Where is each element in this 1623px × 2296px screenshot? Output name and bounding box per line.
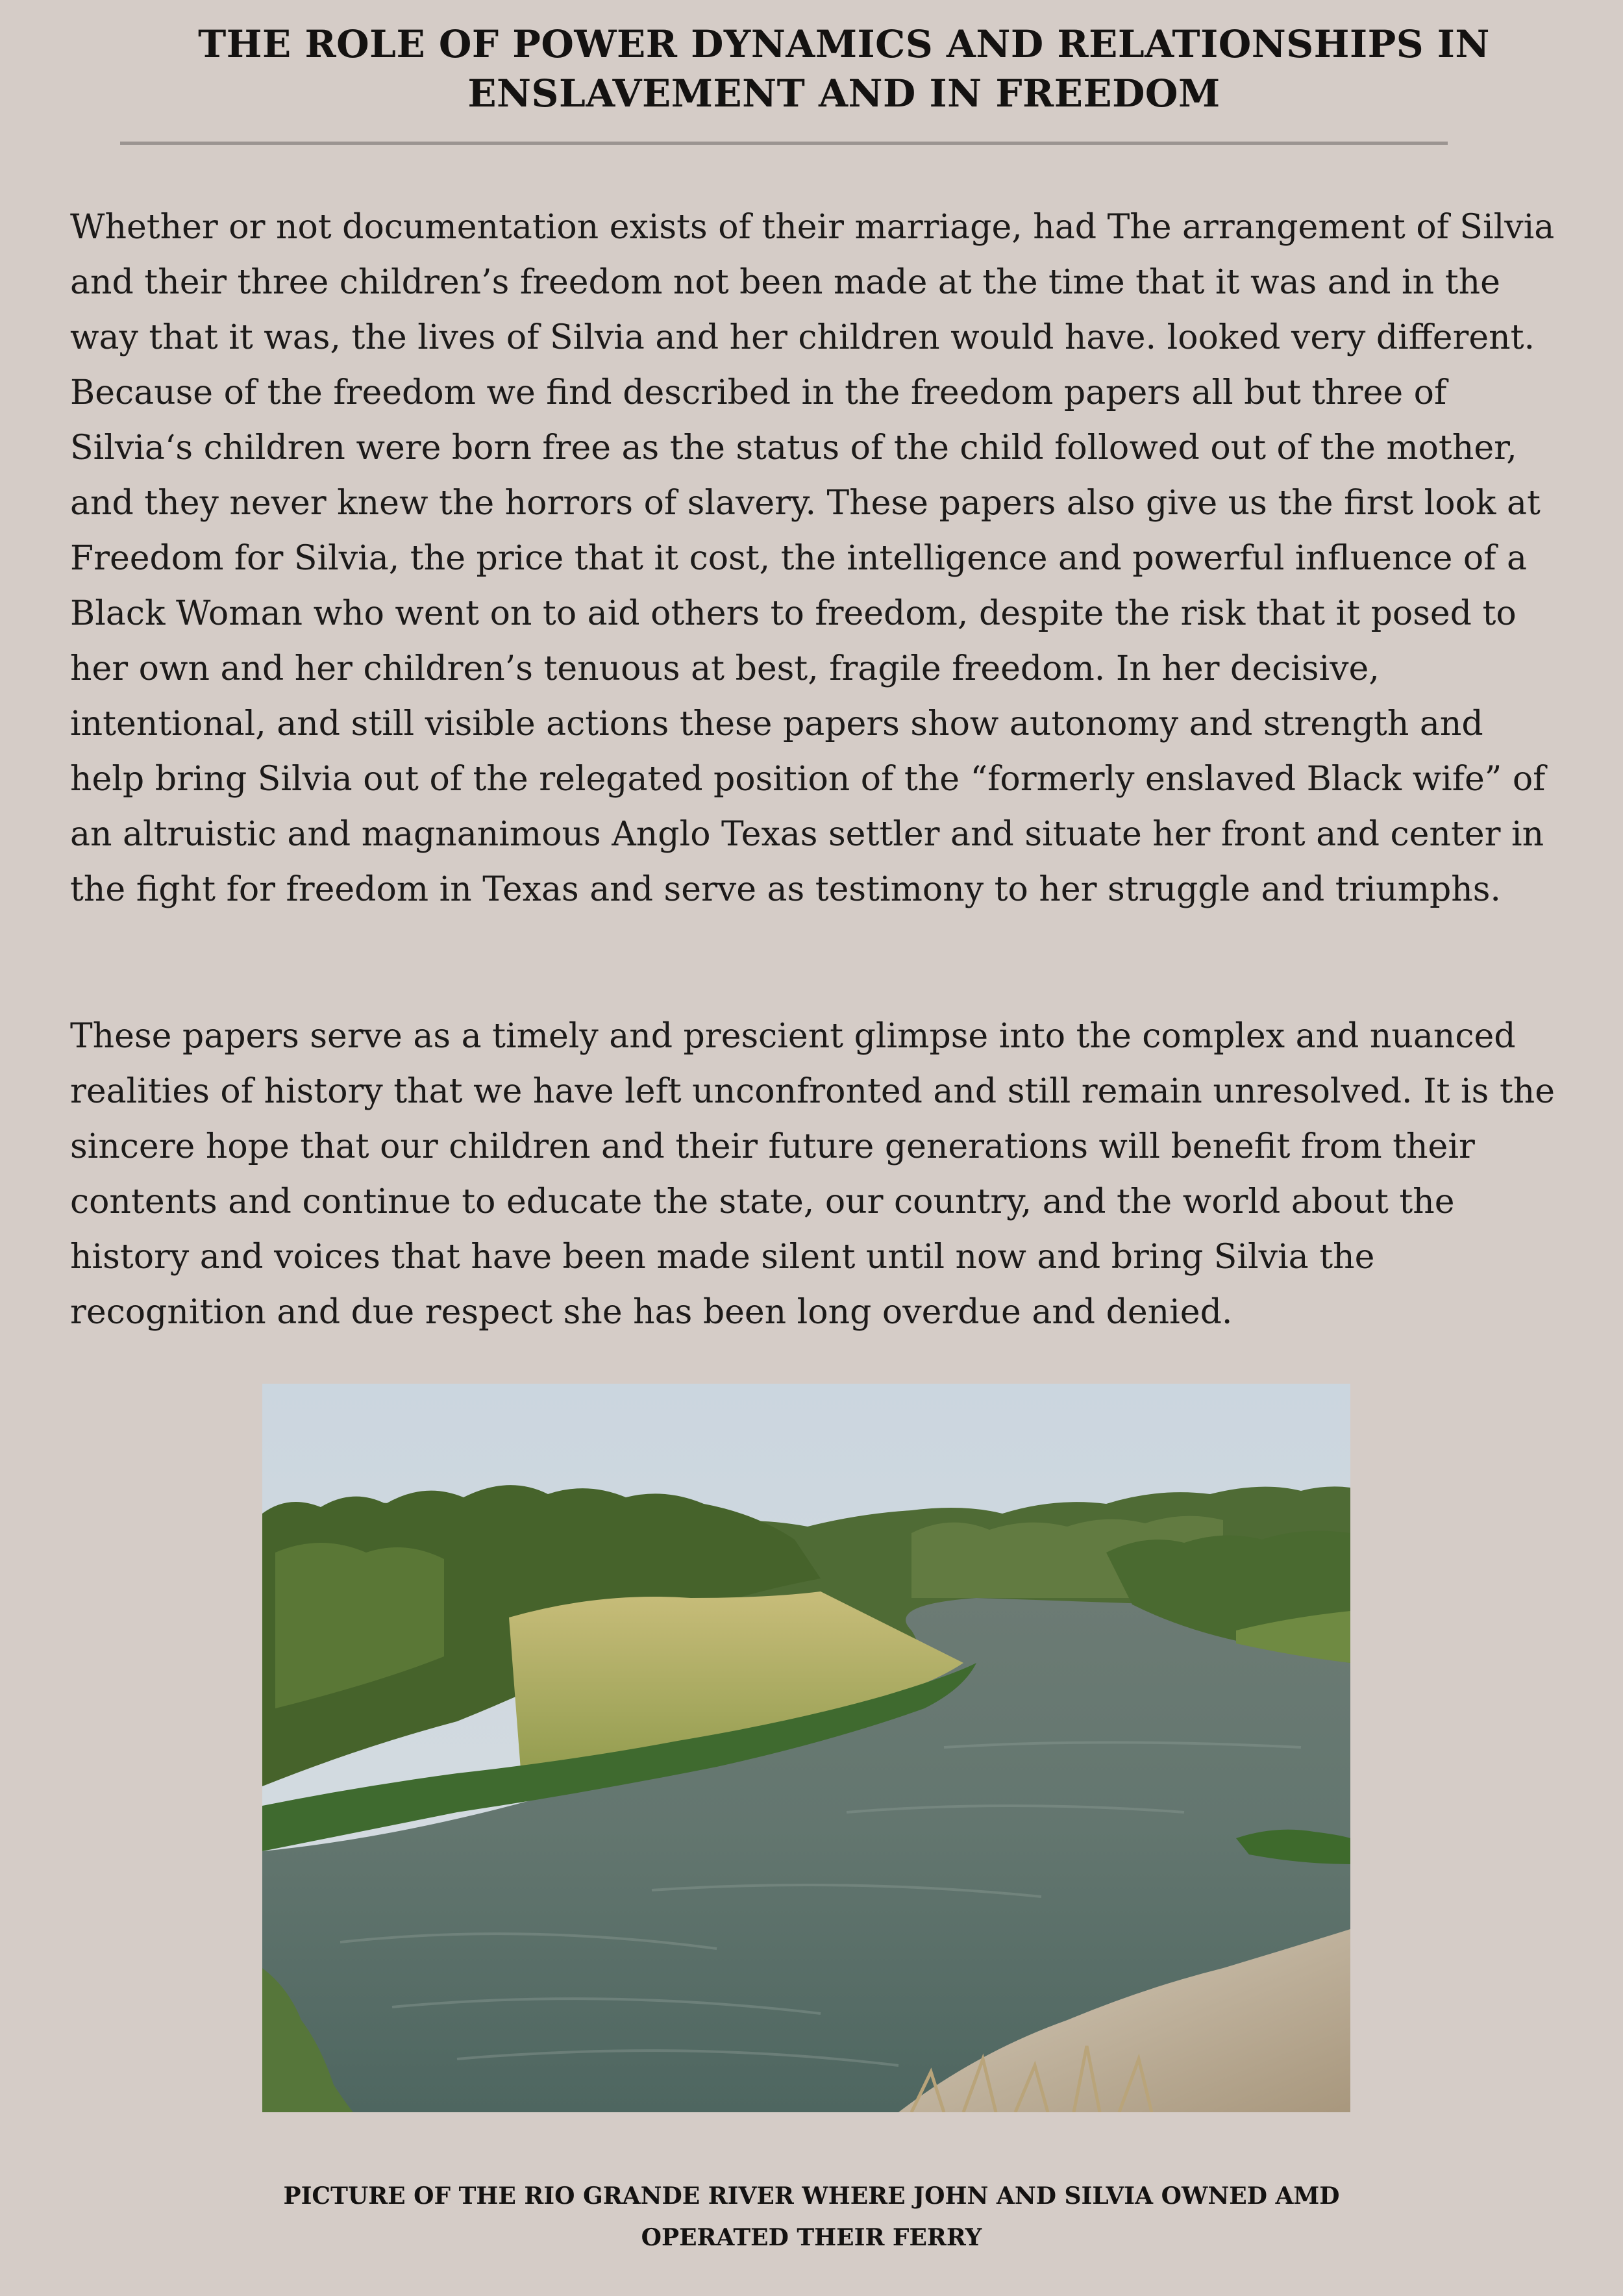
body-paragraph-1: Whether or not documentation exists of their marriage, had The arrangement of Silvia and their three children’s freedom not been made at the time that it was and in the way that it was, the lives of Silvia and her children would have. looked very different. Because of the freedom we find described in the freedom papers all but three of Silvia‘s children were born free as the status of the child followed out of the mother, and they never knew the horrors of slavery. These papers also give us the first look at Freedom for Silvia, the price that it cost, the intelligence and powerful influence of a Black Woman who went on to aid others to freedom, despite the risk that it posed to her own and her children’s tenuous at best, fragile freedom. In her decisive, intentional, and still visible actions these papers show autonomy and strength and help bring Silvia out of the relegated position of the “formerly enslaved Black wife” of an altruistic and magnanimous Anglo Texas settler and situate her front and center in the fight for freedom in Texas and serve as testimony to her struggle and triumphs. [70,208,1555,909]
title-underline [120,142,1448,145]
body-paragraph-2: These papers serve as a timely and prescient glimpse into the complex and nuanced realities of history that we have left unconfronted and still remain unresolved. It is the sincere hope that our children and their future generations will benefit from their contents and continue to educate the state, our country, and the world about the history and voices that have been made silent until now and bring Silvia the recognition and due respect she has been long overdue and denied. [70,1017,1555,1332]
rio-grande-river-photo [262,1384,1350,2112]
photo-caption: PICTURE OF THE RIO GRANDE RIVER WHERE JOHN AND SILVIA OWNED AMD OPERATED THEIR FERRY [283,2182,1340,2251]
page-title: THE ROLE OF POWER DYNAMICS AND RELATIONSHIPS IN ENSLAVEMENT AND IN FREEDOM [198,22,1490,116]
